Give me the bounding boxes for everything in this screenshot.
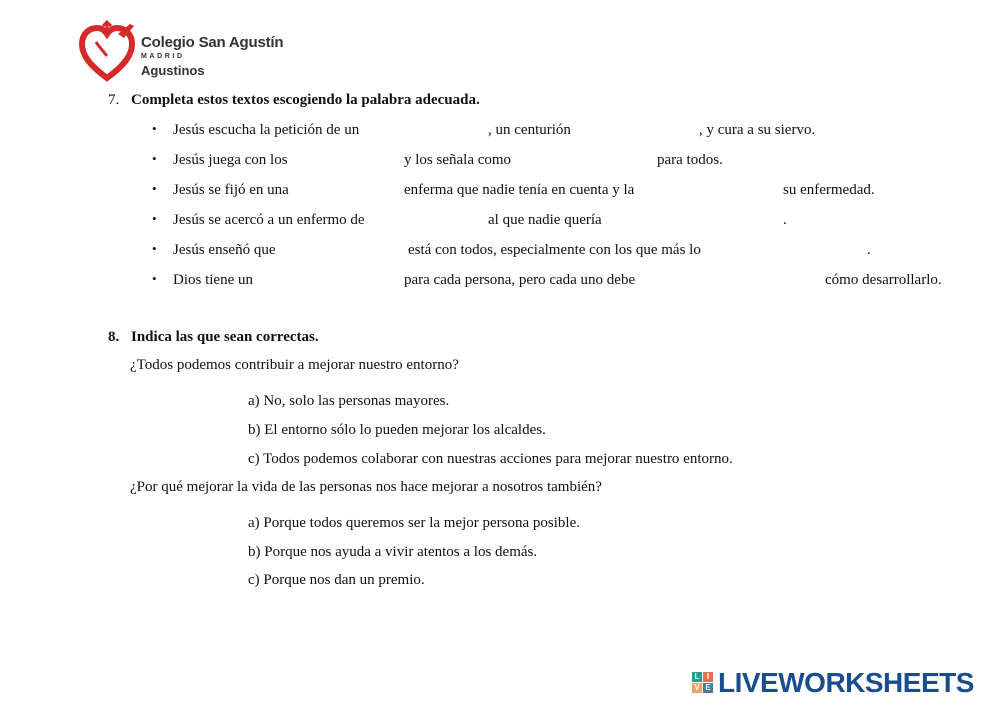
q7-line3-part-b: enferma que nadie tenía en cuenta y la xyxy=(404,182,635,198)
q7-line6-part-b: para cada persona, pero cada uno debe xyxy=(404,272,636,288)
q7-line5-part-a: Jesús enseñó que xyxy=(173,242,276,258)
q7-line3-part-a: Jesús se fijó en una xyxy=(173,182,289,198)
q7-line6-part-a: Dios tiene un xyxy=(173,272,253,288)
q7-line3-part-c: su enfermedad. xyxy=(783,182,875,198)
bullet-dot-icon: • xyxy=(152,211,157,226)
logo-city: MADRID xyxy=(141,53,185,60)
q8-number: 8. xyxy=(108,329,120,345)
logo-order: Agustinos xyxy=(141,63,205,78)
q7-number: 7. xyxy=(108,92,120,108)
liveworksheets-wordmark: LIVEWORKSHEETS xyxy=(718,667,974,698)
q7-line1-part-b: , un centurión xyxy=(488,122,571,138)
q7-line2-part-c: para todos. xyxy=(657,152,723,168)
bullet-dot-icon: • xyxy=(152,121,157,136)
q8-q1-option-c: c) Todos podemos colaborar con nuestras acciones para mejorar nuestro entorno. xyxy=(248,451,733,467)
q7-line4-part-c: . xyxy=(783,212,787,228)
q7-line5-part-c: . xyxy=(867,242,871,258)
school-logo xyxy=(78,20,288,84)
q8-q1-option-b: b) El entorno sólo lo pueden mejorar los alcaldes. xyxy=(248,422,546,438)
q8-q2-option-a: a) Porque todos queremos ser la mejor persona posible. xyxy=(248,515,580,531)
q8-title: Indica las que sean correctas. xyxy=(131,329,319,345)
heart-logo-icon xyxy=(78,20,136,84)
q7-line5-part-b: está con todos, especialmente con los que más lo xyxy=(408,242,701,258)
bullet-dot-icon: • xyxy=(152,241,157,256)
bullet-dot-icon: • xyxy=(152,151,157,166)
bullet-dot-icon: • xyxy=(152,271,157,286)
q7-line1-part-a: Jesús escucha la petición de un xyxy=(173,122,360,138)
q8-question-1: ¿Todos podemos contribuir a mejorar nuestro entorno? xyxy=(130,357,459,373)
logo-school-name: Colegio San Agustín xyxy=(141,34,284,51)
q7-title: Completa estos textos escogiendo la palabra adecuada. xyxy=(131,92,480,108)
q7-line6-part-c: cómo desarrollarlo. xyxy=(825,272,942,288)
q8-q1-option-a: a) No, solo las personas mayores. xyxy=(248,393,450,409)
q8-q2-option-b: b) Porque nos ayuda a vivir atentos a los demás. xyxy=(248,544,538,560)
q7-line1-part-c: , y cura a su siervo. xyxy=(699,122,816,138)
q7-line2-part-a: Jesús juega con los xyxy=(173,152,288,168)
q7-line4-part-a: Jesús se acercó a un enfermo de xyxy=(173,212,365,228)
q7-line2-part-b: y los señala como xyxy=(404,152,512,168)
q7-line4-part-b: al que nadie quería xyxy=(488,212,602,228)
q8-q2-option-c: c) Porque nos dan un premio. xyxy=(248,572,425,588)
bullet-dot-icon: • xyxy=(152,181,157,196)
q8-question-2: ¿Por qué mejorar la vida de las personas nos hace mejorar a nosotros también? xyxy=(130,479,602,495)
liveworksheets-badge-icon: L I V E xyxy=(692,672,714,694)
